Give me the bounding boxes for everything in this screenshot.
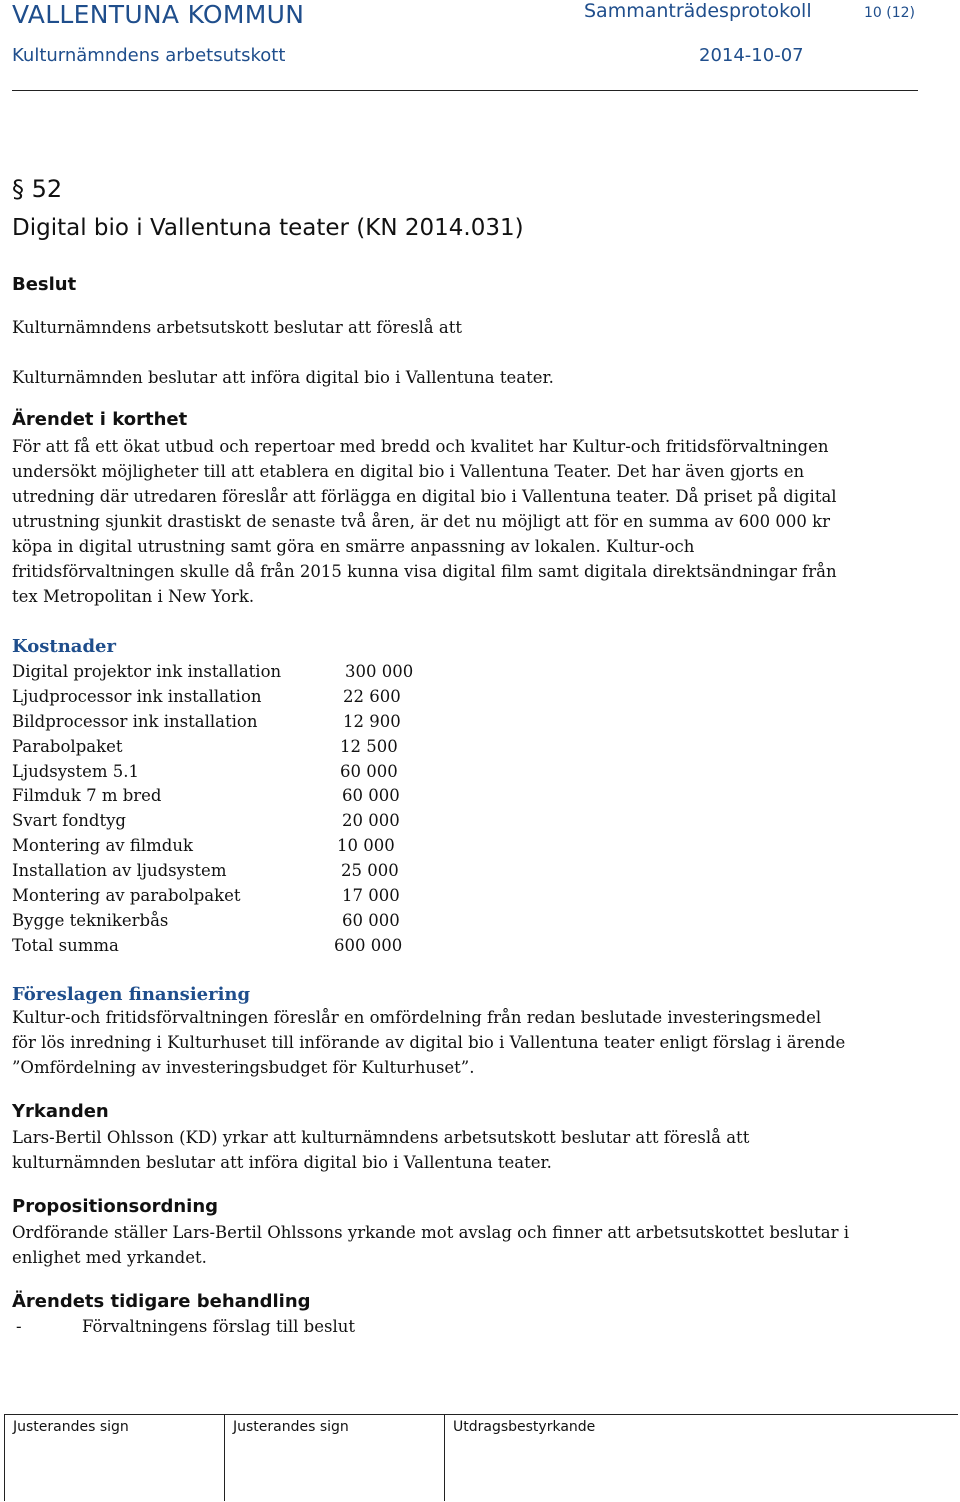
cost-label: Montering av parabolpaket (12, 886, 241, 906)
cost-label: Ljudprocessor ink installation (12, 686, 262, 706)
cost-value: 12 500 (340, 736, 398, 756)
committee-name: Kulturnämndens arbetsutskott (12, 45, 286, 66)
paragraph-title: Digital bio i Vallentuna teater (KN 2014.031) (12, 215, 524, 241)
cost-value: 17 000 (342, 886, 400, 906)
cost-label: Svart fondtyg (12, 811, 126, 831)
cost-value: 22 600 (343, 686, 401, 706)
yrkanden-line-2: kulturnämnden beslutar att införa digital bio i Vallentuna teater. (12, 1153, 552, 1172)
cost-value: 20 000 (342, 811, 400, 831)
arendet-line-5: köpa in digital utrustning samt göra en smärre anpassning av lokalen. Kultur-och (12, 537, 695, 556)
cost-value: 60 000 (340, 761, 398, 781)
signature-label: Utdragsbestyrkande (453, 1419, 596, 1435)
section-heading-finansiering: Föreslagen finansiering (12, 984, 251, 1005)
signature-footer (4, 1414, 958, 1501)
cost-value: 300 000 (345, 662, 414, 681)
propositionsordning-line-2: enlighet med yrkandet. (12, 1248, 207, 1267)
propositionsordning-line-1: Ordförande ställer Lars-Bertil Ohlssons yrkande mot avslag och finner att arbetsutskottet beslutar i (12, 1223, 849, 1242)
yrkanden-line-1: Lars-Bertil Ohlsson (KD) yrkar att kulturnämndens arbetsutskott beslutar att föreslå att (12, 1128, 750, 1147)
cost-label: Filmduk 7 m bred (12, 786, 162, 806)
cost-label: Bygge teknikerbås (12, 910, 169, 930)
section-heading-arendet: Ärendet i korthet (12, 409, 188, 430)
signature-label: Justerandes sign (13, 1419, 129, 1435)
organization-name: VALLENTUNA KOMMUN (12, 0, 305, 29)
cost-value: 60 000 (342, 786, 400, 806)
page-number: 10 (12) (864, 5, 916, 21)
section-heading-propositionsordning: Propositionsordning (12, 1196, 219, 1217)
finansiering-line-3: ”Omfördelning av investeringsbudget för Kulturhuset”. (12, 1058, 475, 1077)
signature-cell-1 (4, 1415, 223, 1501)
cost-value: 10 000 (337, 836, 395, 856)
cost-value: 12 900 (343, 711, 401, 731)
section-heading-yrkanden: Yrkanden (12, 1101, 109, 1122)
finansiering-line-2: för lös inredning i Kulturhuset till införande av digital bio i Vallentuna teater enligt förslag i ärende (12, 1033, 846, 1052)
cost-label: Parabolpaket (12, 736, 123, 756)
signature-cell-3 (444, 1415, 959, 1501)
signature-label: Justerandes sign (233, 1419, 349, 1435)
list-bullet: - (16, 1317, 22, 1336)
arendet-line-6: fritidsförvaltningen skulle då från 2015 kunna visa digital film samt digitala direktsändningar från (12, 562, 837, 581)
arendet-line-3: utredning där utredaren föreslår att förlägga en digital bio i Vallentuna teater. Då priset på digital (12, 487, 837, 506)
beslut-line-1: Kulturnämndens arbetsutskott beslutar att föreslå att (12, 318, 462, 337)
meeting-date: 2014-10-07 (699, 45, 804, 66)
list-item: Förvaltningens förslag till beslut (82, 1317, 355, 1336)
cost-label: Ljudsystem 5.1 (12, 761, 140, 781)
section-heading-tidigare-behandling: Ärendets tidigare behandling (12, 1291, 311, 1312)
arendet-line-2: undersökt möjligheter till att etablera en digital bio i Vallentuna Teater. Det har även gjorts en (12, 462, 805, 481)
cost-value: 25 000 (341, 861, 399, 881)
beslut-line-2: Kulturnämnden beslutar att införa digital bio i Vallentuna teater. (12, 368, 554, 387)
cost-label: Montering av filmduk (12, 836, 193, 856)
cost-label: Installation av ljudsystem (12, 861, 227, 881)
cost-total-value: 600 000 (334, 935, 403, 955)
arendet-line-7: tex Metropolitan i New York. (12, 587, 255, 606)
signature-cell-2 (224, 1415, 443, 1501)
cost-label: Bildprocessor ink installation (12, 711, 258, 731)
cost-label: Digital projektor ink installation (12, 662, 282, 681)
section-heading-kostnader: Kostnader (12, 636, 116, 657)
finansiering-line-1: Kultur-och fritidsförvaltningen föreslår en omfördelning från redan beslutade investeringsmedel (12, 1008, 822, 1027)
cost-value: 60 000 (342, 910, 400, 930)
arendet-line-4: utrustning sjunkit drastiskt de senaste två åren, är det nu möjligt att för en summa av 600 000 kr (12, 512, 830, 531)
cost-total-label: Total summa (12, 935, 119, 955)
arendet-line-1: För att få ett ökat utbud och repertoar med bredd och kvalitet har Kultur-och fritidsförvaltningen (12, 437, 829, 456)
header-divider (12, 90, 918, 91)
document-type: Sammanträdesprotokoll (584, 0, 812, 22)
paragraph-number: § 52 (12, 175, 63, 203)
section-heading-beslut: Beslut (12, 274, 77, 295)
